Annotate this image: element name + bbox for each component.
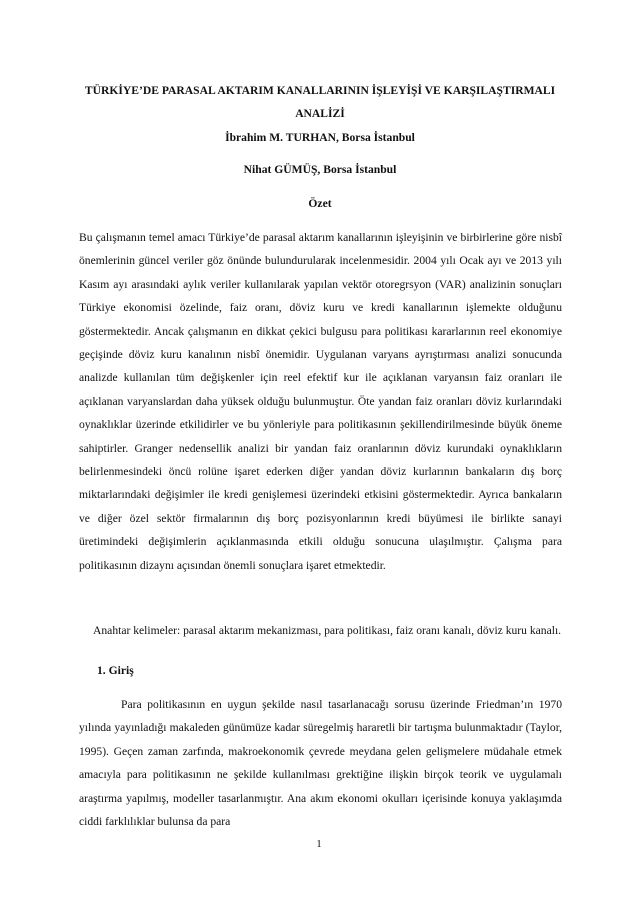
keywords-paragraph: Anahtar kelimeler: parasal aktarım mekanizması, para politikası, faiz oranı kanalı, döviz kuru kanalı. bbox=[93, 624, 562, 637]
author-1: İbrahim M. TURHAN, Borsa İstanbul bbox=[225, 131, 415, 144]
page-number: 1 bbox=[316, 838, 322, 850]
abstract-heading: Özet bbox=[308, 197, 332, 210]
section-heading-introduction: 1. Giriş bbox=[97, 664, 134, 677]
abstract-paragraph: Bu çalışmanın temel amacı Türkiye’de parasal aktarım kanallarının işleyişinin ve birbirlerine göre nisbî önemlerinin güncel veriler göz önünde bulundurularak incelenmesidir. 2004 yılı Ocak ayı ve 2013 yılı Kasım ayı arasındaki aylık veriler kullanılarak yapılan vektör otoregrsyon (VAR) analizinin sonuçları Türkiye ekonomisi özelinde, faiz oranı, döviz kuru ve kredi kanallarının işlemekte olduğunu göstermektedir. Ancak çalışmanın en dikkat çekici bulgusu para politikası kararlarının reel ekonomiye geçişinde döviz kuru kanalının nisbî önemidir. Uygulanan varyans ayrıştırması analizi sonucunda analizde kullanılan tüm değişkenler için reel efektif kur ile açıklanan varyansın faiz oranları ile açıklanan varyanslardan daha yüksek olduğu bulunmuştur. Öte yandan faiz oranları döviz kurlarındaki oynaklıklar üzerinde etkilidirler ve bu yönleriyle para politikasının şekillendirilmesinde büyük öneme sahiptirler. Granger nedensellik analizi bir yandan faiz oranlarının döviz kurundaki oynaklıkların belirlenmesindeki öncü rolüne işaret ederken diğer yandan döviz kurlarının bankaların dış borç miktarlarındaki değişimler ile kredi genişlemesi üzerindeki etkisini göstermektedir. Ayrıca bankaların ve diğer özel sektör firmalarının dış borç pozisyonlarının kredi büyümesi ile birlikte sanayi üretimindeki değişimlerin açıklanmasında etkili olduğu sonucuna ulaşılmıştır. Çalışma para politikasının dizaynı açısından önemli sonuçlara işaret etmektedir. bbox=[79, 231, 562, 572]
paper-title: TÜRKİYE’DE PARASAL AKTARIM KANALLARININ İŞLEYİŞİ VE KARŞILAŞTIRMALI ANALİZİ bbox=[84, 84, 556, 120]
introduction-paragraph: Para politikasının en uygun şekilde nasıl tasarlanacağı sorusu üzerinde Friedman’ın 1970 yılında yayınladığı makaleden günümüze kadar süregelmiş hararetli bir tartışma bulunmaktadır (Taylor, 1995). Geçen zaman zarfında, makroekonomik çevrede meydana gelen gelişmelere müdahale etmek amacıyla para politikasının ne şekilde kullanılması grektiğine ilişkin birçok teorik ve uygulamalı araştırma yapılmış, modeller tasarlanmıştır. Ana akım ekonomi okulları içerisinde konuya yaklaşımda ciddi farklılıklar bulunsa da para bbox=[79, 698, 562, 829]
author-2: Nihat GÜMÜŞ, Borsa İstanbul bbox=[243, 163, 397, 176]
